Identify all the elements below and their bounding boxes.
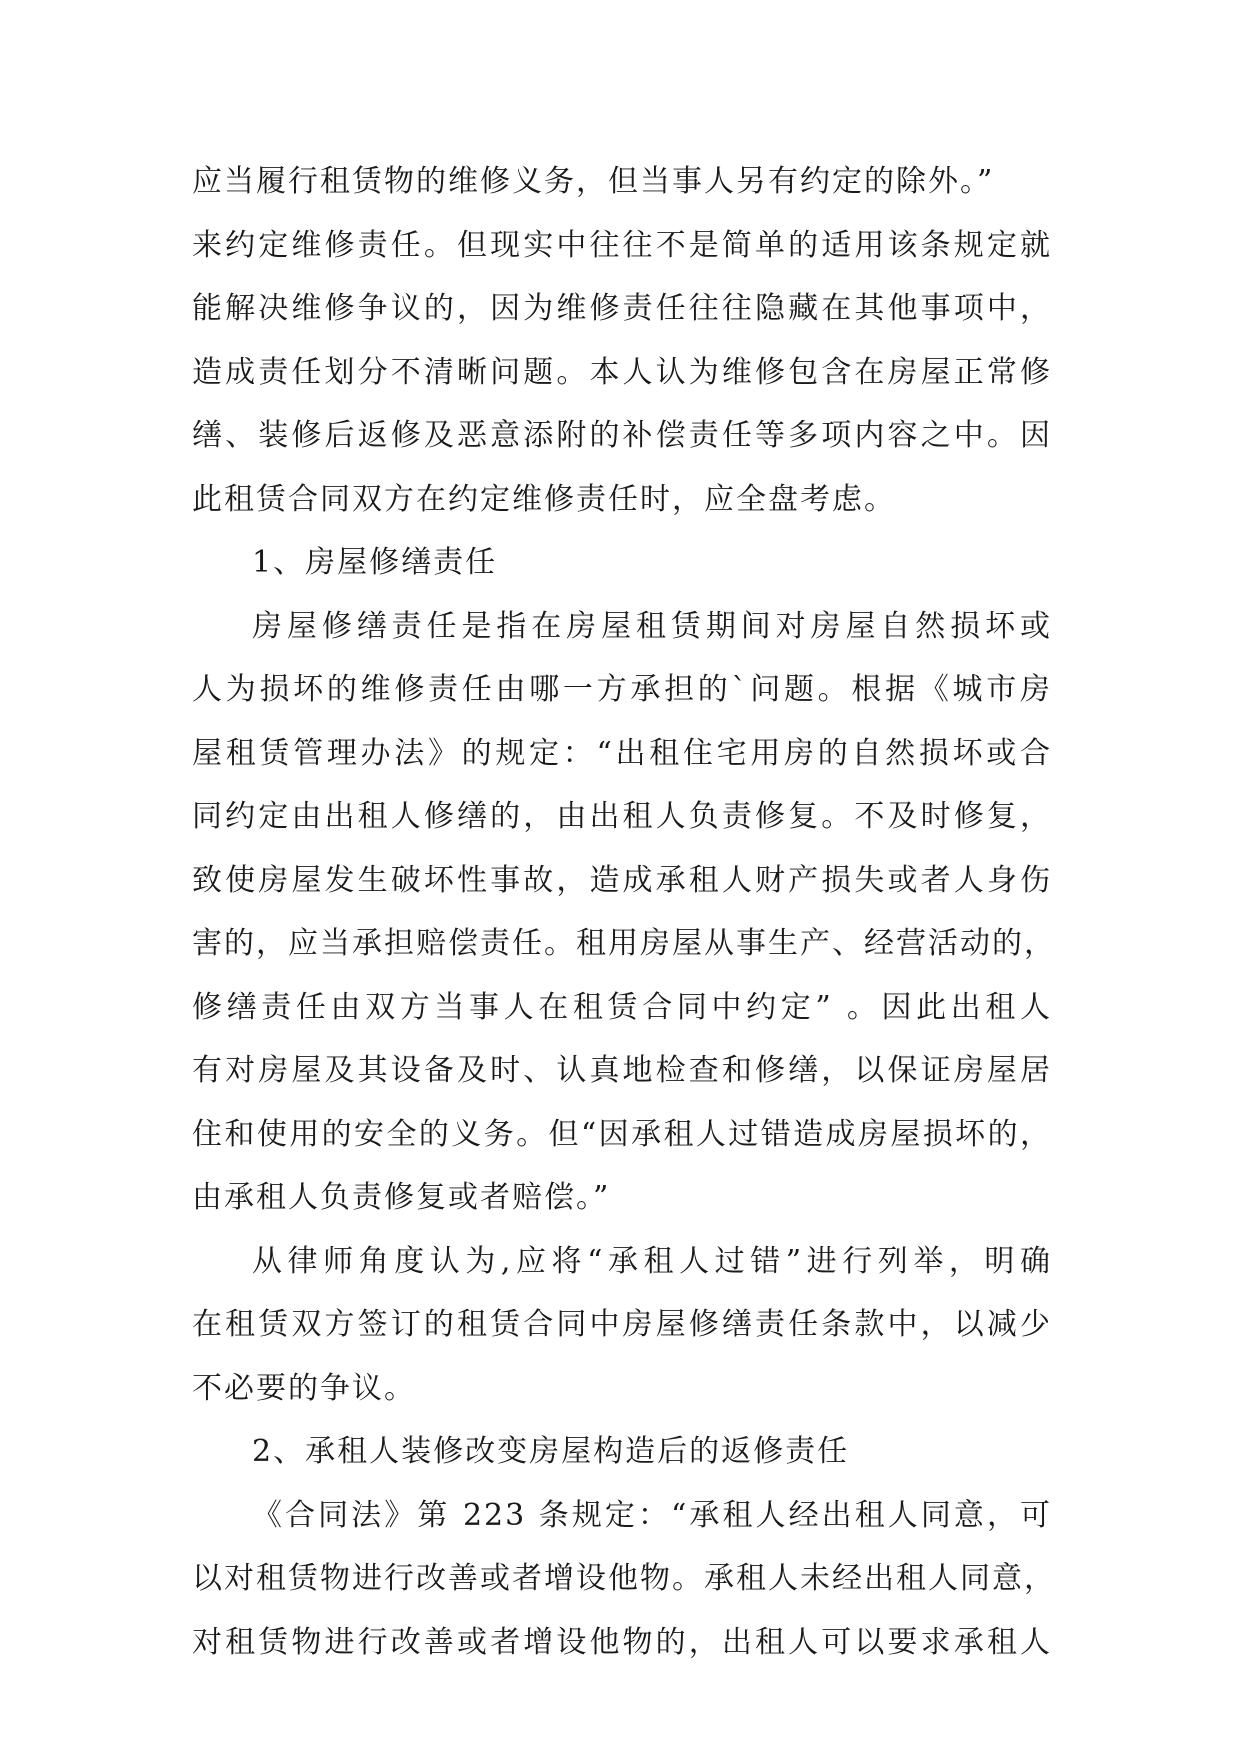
text-line: 对租赁物进行改善或者增设他物的，出租人可以要求承租人 [192, 1624, 1052, 1660]
text-line: 来约定维修责任。但现实中往往不是简单的适用该条规定就 [192, 227, 1052, 263]
text-line: 《合同法》第 223 条规定：“承租人经出租人同意，可 [252, 1497, 1052, 1533]
text-line: 住和使用的安全的义务。但“因承租人过错造成房屋损坏的， [192, 1116, 1052, 1152]
text-line: 缮、装修后返修及恶意添附的补偿责任等多项内容之中。因 [192, 418, 1052, 453]
text-line: 2、承租人装修改变房屋构造后的返修责任 [252, 1434, 850, 1469]
text-line: 造成责任划分不清晰问题。本人认为维修包含在房屋正常修 [192, 354, 1052, 390]
text-line: 由承租人负责修复或者赔偿。” [192, 1180, 611, 1215]
text-line: 致使房屋发生破坏性事故，造成承租人财产损失或者人身伤 [192, 862, 1052, 898]
text-line: 能解决维修争议的，因为维修责任往往隐藏在其他事项中， [192, 291, 1052, 326]
document-body [192, 150, 1056, 1674]
text-line: 此租赁合同双方在约定维修责任时，应全盘考虑。 [192, 481, 896, 517]
text-line: 修缮责任由双方当事人在租赁合同中约定” 。因此出租人 [192, 989, 1052, 1025]
text-line: 不必要的争议。 [192, 1370, 416, 1406]
text-line: 以对租赁物进行改善或者增设他物。承租人未经出租人同意， [192, 1561, 1056, 1596]
text-line: 房屋修缮责任是指在房屋租赁期间对房屋自然损坏或 [252, 608, 1052, 644]
text-line: 应当履行租赁物的维修义务，但当事人另有约定的除外。” [192, 164, 995, 199]
text-line: 有对房屋及其设备及时、认真地检查和修缮，以保证房屋居 [192, 1053, 1052, 1088]
text-line: 人为损坏的维修责任由哪一方承担的`问题。根据《城市房 [192, 672, 1052, 707]
text-line: 从律师角度认为,应将“承租人过错”进行列举，明确 [252, 1243, 1052, 1279]
text-line: 在租赁双方签订的租赁合同中房屋修缮责任条款中，以减少 [192, 1307, 1052, 1342]
text-line: 同约定由出租人修缮的，由出租人负责修复。不及时修复， [192, 799, 1052, 834]
text-line: 屋租赁管理办法》的规定：“出租住宅用房的自然损坏或合 [192, 735, 1052, 771]
text-line: 1、房屋修缮责任 [252, 545, 498, 580]
text-line: 害的，应当承担赔偿责任。租用房屋从事生产、经营活动的， [192, 926, 1056, 961]
